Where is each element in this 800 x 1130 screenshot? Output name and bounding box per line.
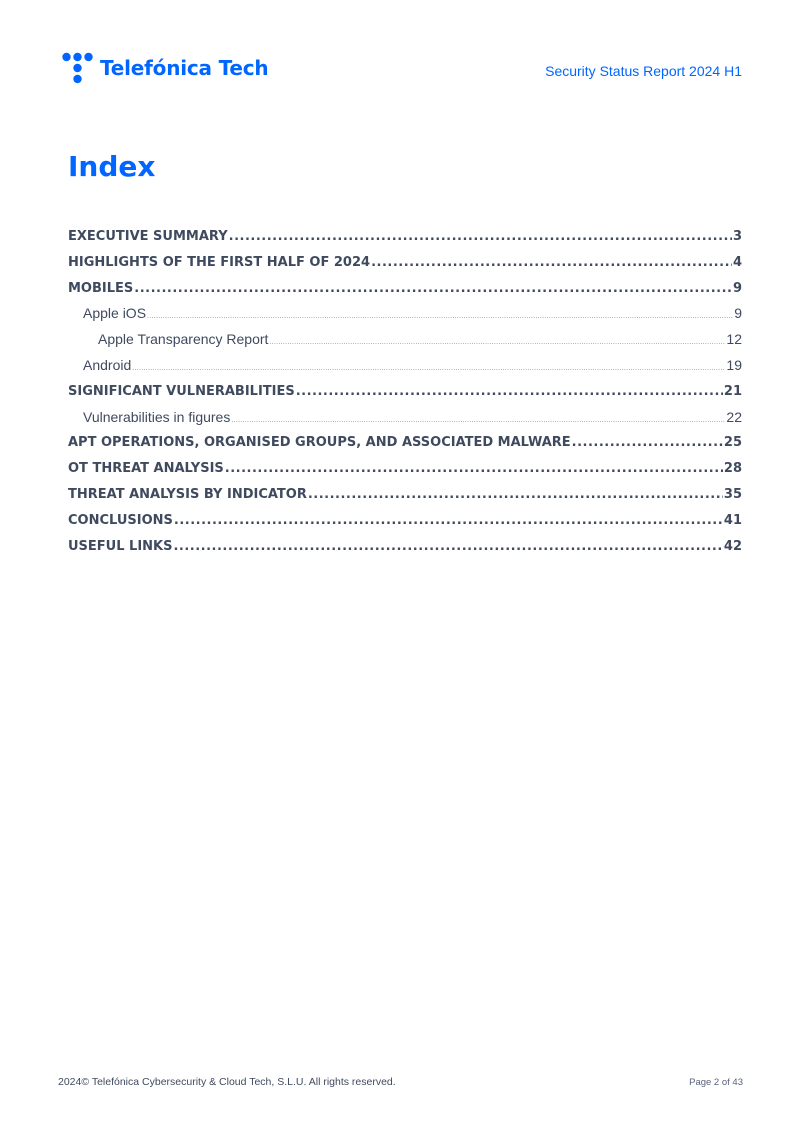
document-title: Security Status Report 2024 H1 [545,63,742,79]
toc-entry-page: 35 [723,486,742,502]
toc-entry-page: 9 [734,305,742,322]
toc-entry-page: 4 [732,254,742,270]
index-heading: Index [68,150,156,183]
toc-dot-leader [147,301,733,327]
toc-dot-leader [173,534,722,560]
toc-dot-leader [572,430,723,456]
toc-entry[interactable] [68,276,742,302]
toc-entry-label: Android [83,356,132,373]
toc-entry[interactable] [68,405,742,431]
brand-logo [62,52,268,84]
toc-entry[interactable] [68,534,742,560]
toc-entry-page: 9 [732,280,742,296]
toc-dot-leader [231,405,725,431]
toc-entry-label: APT OPERATIONS, ORGANISED GROUPS, AND ASSOCIATED MALWARE [68,435,571,451]
toc-dot-leader [134,276,732,302]
toc-entry-label: OT THREAT ANALYSIS [68,461,224,477]
toc-entry-page: 3 [732,229,742,244]
toc-entry-label: MOBILES [68,280,134,296]
toc-entry[interactable] [68,430,742,456]
brand-name: Telefónica Tech [100,56,269,80]
toc-entry-page: 42 [723,538,742,554]
page-header [62,52,742,92]
toc-dot-leader [174,508,723,534]
toc-entry[interactable] [68,301,742,327]
toc-dot-leader [225,456,723,482]
toc-entry[interactable] [68,224,742,250]
toc-dot-leader [229,224,732,250]
toc-entry[interactable] [68,250,742,276]
toc-dot-leader [371,250,732,276]
toc-dot-leader [269,327,725,353]
toc-dot-leader [132,353,725,379]
toc-entry[interactable] [68,327,742,353]
toc-dot-leader [308,482,723,508]
toc-entry-page: 12 [726,331,742,348]
toc-entry-label: USEFUL LINKS [68,538,173,554]
toc-entry-page: 28 [723,461,742,477]
toc-entry-label: HIGHLIGHTS OF THE FIRST HALF OF 2024 [68,254,371,270]
footer-page-number: Page 2 of 43 [689,1077,743,1088]
toc-entry-page: 25 [723,435,742,451]
toc-entry-label: SIGNIFICANT VULNERABILITIES [68,383,295,399]
table-of-contents [68,224,742,559]
footer-copyright: 2024© Telefónica Cybersecurity & Cloud Tech, S.L.U. All rights reserved. [58,1076,396,1088]
toc-entry-label: CONCLUSIONS [68,512,173,528]
toc-entry-label: THREAT ANALYSIS BY INDICATOR [68,486,307,502]
toc-entry[interactable] [68,379,742,405]
toc-entry[interactable] [68,456,742,482]
toc-entry-label: EXECUTIVE SUMMARY [68,229,228,244]
toc-entry-page: 21 [723,383,742,399]
toc-entry[interactable] [68,353,742,379]
toc-entry-page: 19 [726,356,742,373]
toc-entry-label: Vulnerabilities in figures [83,408,231,425]
telefonica-dots-logo-icon [62,52,94,84]
toc-entry[interactable] [68,482,742,508]
toc-entry-label: Apple Transparency Report [98,331,269,348]
toc-entry-label: Apple iOS [83,305,147,322]
toc-entry-page: 22 [726,408,742,425]
toc-dot-leader [296,379,723,405]
toc-entry-page: 41 [723,512,742,528]
toc-entry[interactable] [68,508,742,534]
